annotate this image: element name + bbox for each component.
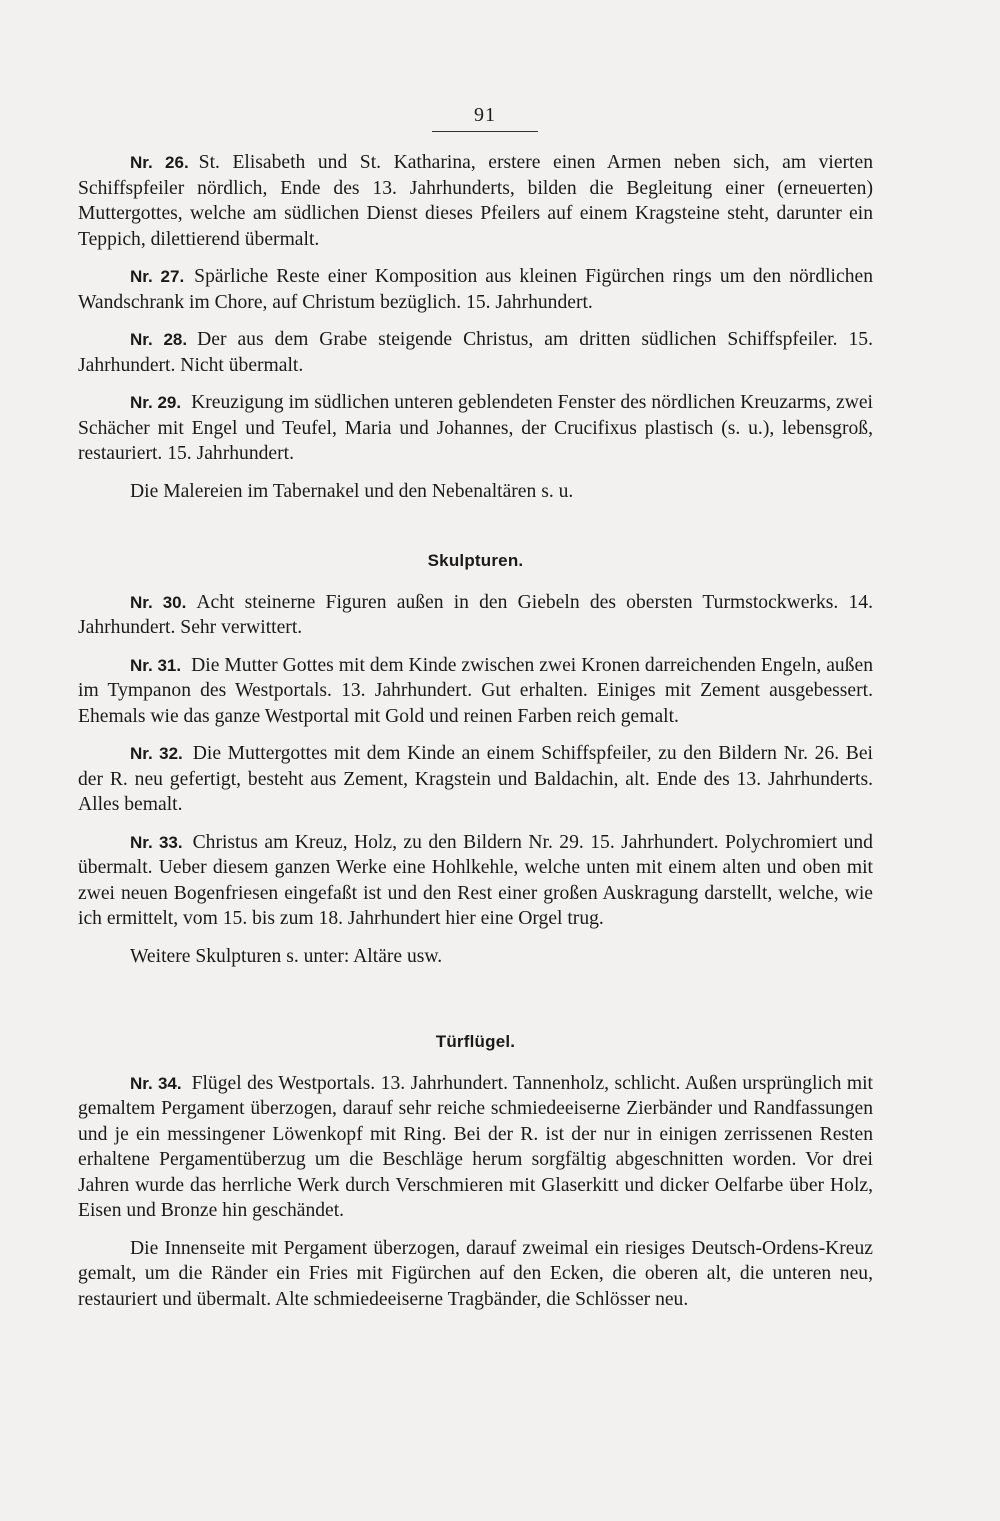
entry-text: Christus am Kreuz, Holz, zu den Bildern Nr. 29. 15. Jahrhundert. Polychromiert und übermalt. Ueber diesem ganzen Werke eine Hohlkehle, welche unten mit einem alten und oben mit zwei neuen Bogenfriesen eingefaßt ist und den Rest einer großen Auskragung darstellt, welche, wie ich ermittelt, vom 15. bis zum 18. Jahrhundert hier eine Orgel trug. bbox=[78, 831, 873, 929]
entry-number: Nr. 29. bbox=[130, 393, 182, 412]
entry-nr-31 bbox=[78, 653, 873, 730]
entry-number: Nr. 32. bbox=[130, 744, 183, 763]
section-heading-skulpturen: Skulpturen. bbox=[427, 551, 524, 570]
entry-text: Acht steinerne Figuren außen in den Giebeln des obersten Turmstockwerks. 14. Jahrhundert. Sehr verwittert. bbox=[78, 591, 873, 638]
entry-nr-28 bbox=[78, 327, 873, 378]
entry-nr-30 bbox=[78, 590, 873, 641]
entry-nr-34 bbox=[78, 1071, 873, 1224]
page-number-rule bbox=[432, 131, 538, 132]
entry-number: Nr. 28. bbox=[130, 330, 188, 349]
entry-nr-32 bbox=[78, 741, 873, 818]
page-number: 91 bbox=[474, 104, 496, 126]
entry-text: Flügel des Westportals. 13. Jahrhundert. Tannenholz, schlicht. Außen ursprünglich mit gemaltem Pergament überzogen, darauf sehr reiche schmiedeeiserne Zierbänder und Randfassungen und je ein messingener Löwenkopf mit Ring. Bei der R. ist der nur in einigen zerrissenen Resten erhaltene Pergamentüberzug um die Beschläge herum sorgfältig abgeschnitten worden. Vor drei Jahren wurde das herrliche Werk durch Verschmieren mit Glaserkitt und dicker Oelfarbe über Holz, Eisen und Bronze hin geschändet. bbox=[78, 1072, 873, 1221]
entry-number: Nr. 34. bbox=[130, 1073, 182, 1093]
entry-number: Nr. 26. bbox=[130, 153, 189, 172]
entry-text: Kreuzigung im südlichen unteren geblendeten Fenster des nördlichen Kreuzarms, zwei Schächer mit Engel und Teufel, Maria und Johannes, der Crucifixus plastisch (s. u.), lebensgroß, restauriert. 15. Jahrhundert. bbox=[78, 392, 873, 464]
page-content bbox=[78, 150, 873, 1324]
entry-number: Nr. 31. bbox=[130, 655, 182, 675]
entry-text: Der aus dem Grabe steigende Christus, am dritten südlichen Schiffspfeiler. 15. Jahrhundert. Nicht übermalt. bbox=[78, 329, 873, 376]
entry-nr-33 bbox=[78, 830, 873, 932]
entry-nr-26 bbox=[78, 150, 873, 252]
note-malereien: Die Malereien im Tabernakel und den Nebenaltären s. u. bbox=[130, 480, 574, 502]
entry-number: Nr. 27. bbox=[130, 267, 185, 286]
entry-nr-29 bbox=[78, 390, 873, 467]
entry-text: Spärliche Reste einer Komposition aus kleinen Figürchen rings um den nördlichen Wandschrank im Chore, auf Christum bezüglich. 15. Jahrhundert. bbox=[78, 266, 873, 313]
paragraph-innenseite: Die Innenseite mit Pergament überzogen, darauf zweimal ein riesiges Deutsch-Ordens-Kreuz gemalt, um die Ränder ein Fries mit Figürchen auf den Ecken, die oberen alt, die unteren neu, restauriert und übermalt. Alte schmiedeeiserne Tragbänder, die Schlösser neu. bbox=[78, 1237, 873, 1310]
entry-nr-27 bbox=[78, 264, 873, 315]
entry-number: Nr. 33. bbox=[130, 832, 183, 852]
entry-text: Die Mutter Gottes mit dem Kinde zwischen zwei Kronen darreichenden Engeln, außen im Tympanon des Westportals. 13. Jahrhundert. Gut erhalten. Einiges mit Zement ausgebessert. Ehemals wie das ganze Westportal mit Gold und reinen Farben reich gemalt. bbox=[78, 654, 873, 727]
note-weitere-skulpturen: Weitere Skulpturen s. unter: Altäre usw. bbox=[130, 945, 443, 967]
entry-number: Nr. 30. bbox=[130, 592, 187, 612]
entry-text: St. Elisabeth und St. Katharina, erstere einen Armen neben sich, am vierten Schiffspfeiler nördlich, Ende des 13. Jahrhunderts, bilden die Begleitung einer (erneuerten) Muttergottes, welche am südlichen Dienst dieses Pfeilers auf einem Kragsteine steht, darunter ein Teppich, dilettierend übermalt. bbox=[78, 152, 873, 250]
entry-text: Die Muttergottes mit dem Kinde an einem Schiffspfeiler, zu den Bildern Nr. 26. Bei der R. neu gefertigt, besteht aus Zement, Kragstein und Baldachin, alt. Ende des 13. Jahrhunderts. Alles bemalt. bbox=[78, 743, 873, 815]
section-heading-tuerfluegel: Türflügel. bbox=[435, 1032, 516, 1051]
